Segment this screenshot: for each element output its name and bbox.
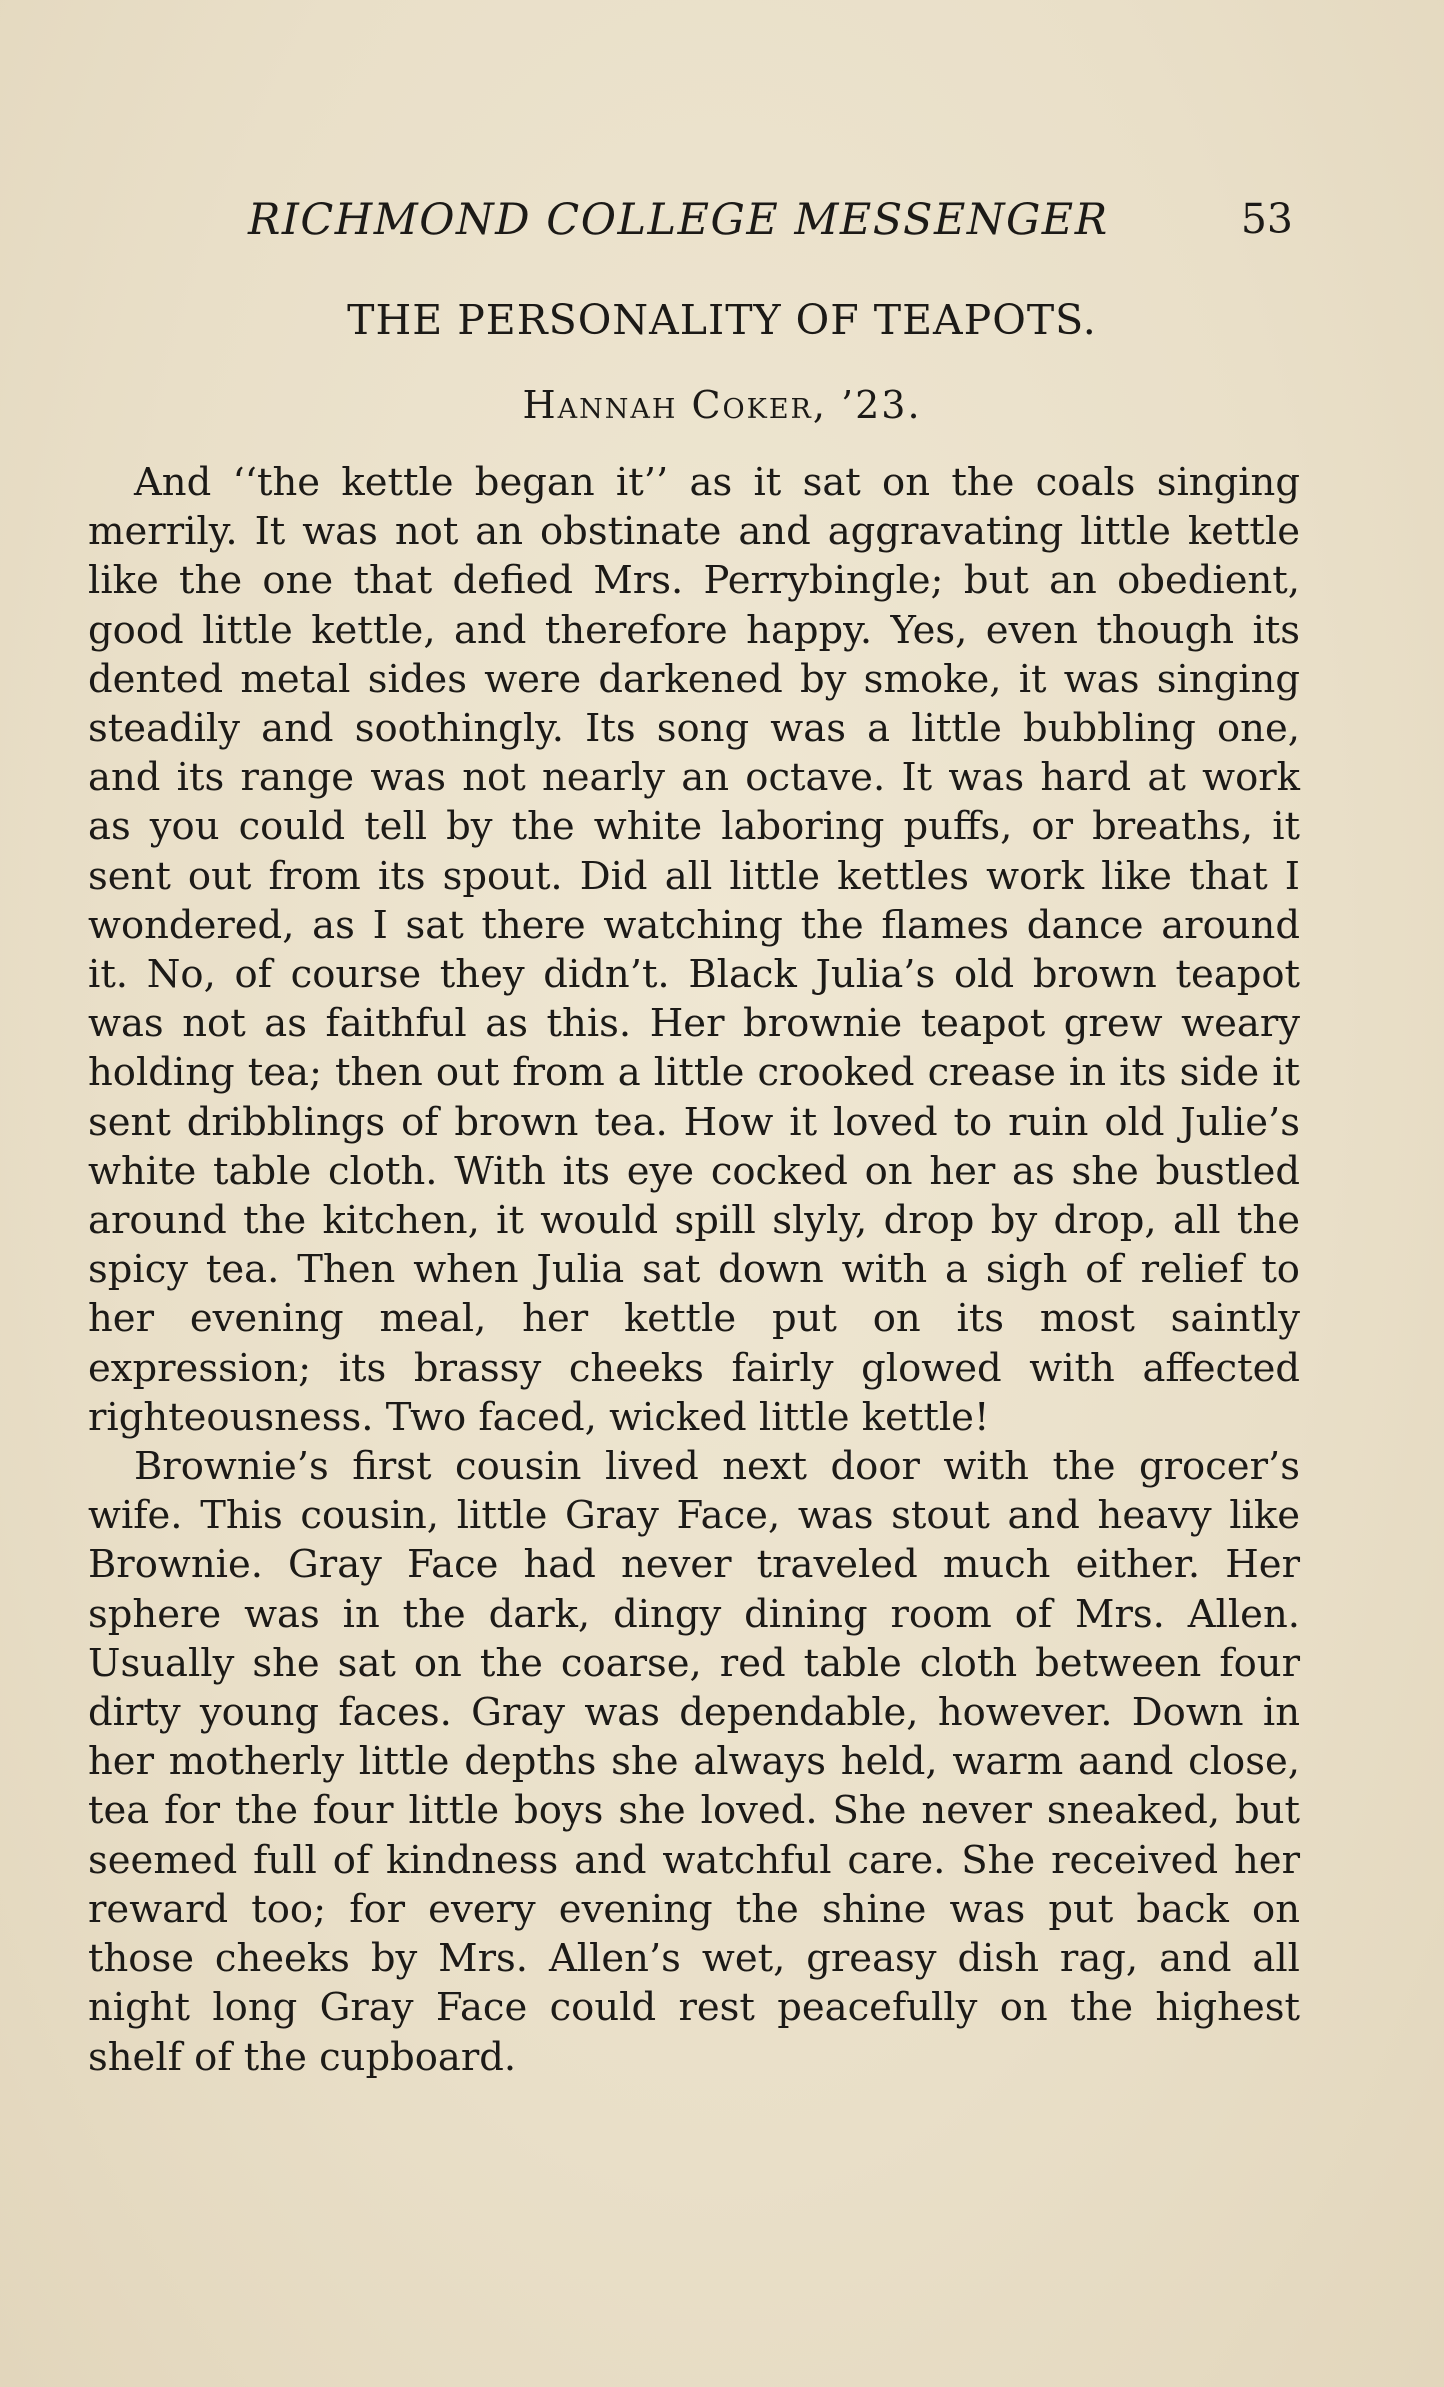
article-body [88, 458, 1300, 2082]
paragraph: Brownie’s first cousin lived next door with the grocer’s wife. This cousin, little Gray Face, was stout and heavy like Brownie. Gray Face had never traveled much either. Her sphere was in the dark, dingy dining room of Mrs. Allen. Usually she sat on the coarse, red table cloth between four dirty young faces. Gray was dependable, however. Down in her motherly little depths she always held, warm aand close, tea for the four little boys she loved. She never sneaked, but seemed full of kindness and watchful care. She received her reward too; for every evening the shine was put back on those cheeks by Mrs. Allen’s wet, greasy dish rag, and all night long Gray Face could rest peacefully on the highest shelf of the cupboard. [88, 1444, 1300, 2080]
running-head: RICHMOND COLLEGE MESSENGER [248, 195, 1109, 245]
page-header [248, 195, 1293, 255]
page-number: 53 [1240, 195, 1293, 243]
paragraph: And ‘‘the kettle began it’’ as it sat on the coals singing merrily. It was not an obstinate and aggravating little kettle like the one that defied Mrs. Perrybingle; but an obedient, good little kettle, and therefore happy. Yes, even though its dented metal sides were darkened by smoke, it was singing steadily and soothingly. Its song was a little bubbling one, and its range was not nearly an octave. It was hard at work as you could tell by the white laboring puffs, or breaths, it sent out from its spout. Did all little kettles work like that I wondered, as I sat there watching the flames dance around it. No, of course they didn’t. Black Julia’s old brown teapot was not as faithful as this. Her brownie teapot grew weary holding tea; then out from a little crooked crease in its side it sent dribblings of brown tea. How it loved to ruin old Julie’s white table cloth. With its eye cocked on her as she bustled around the kitchen, it would spill slyly, drop by drop, all the spicy tea. Then when Julia sat down with a sigh of relief to her evening meal, her kettle put on its most saintly expression; its brassy cheeks fairly glowed with affected righteousness. Two faced, wicked little kettle! [88, 460, 1300, 1440]
article-author: Hannah Coker, ’23. [522, 383, 922, 427]
article-title: THE PERSONALITY OF TEAPOTS. [347, 296, 1097, 344]
